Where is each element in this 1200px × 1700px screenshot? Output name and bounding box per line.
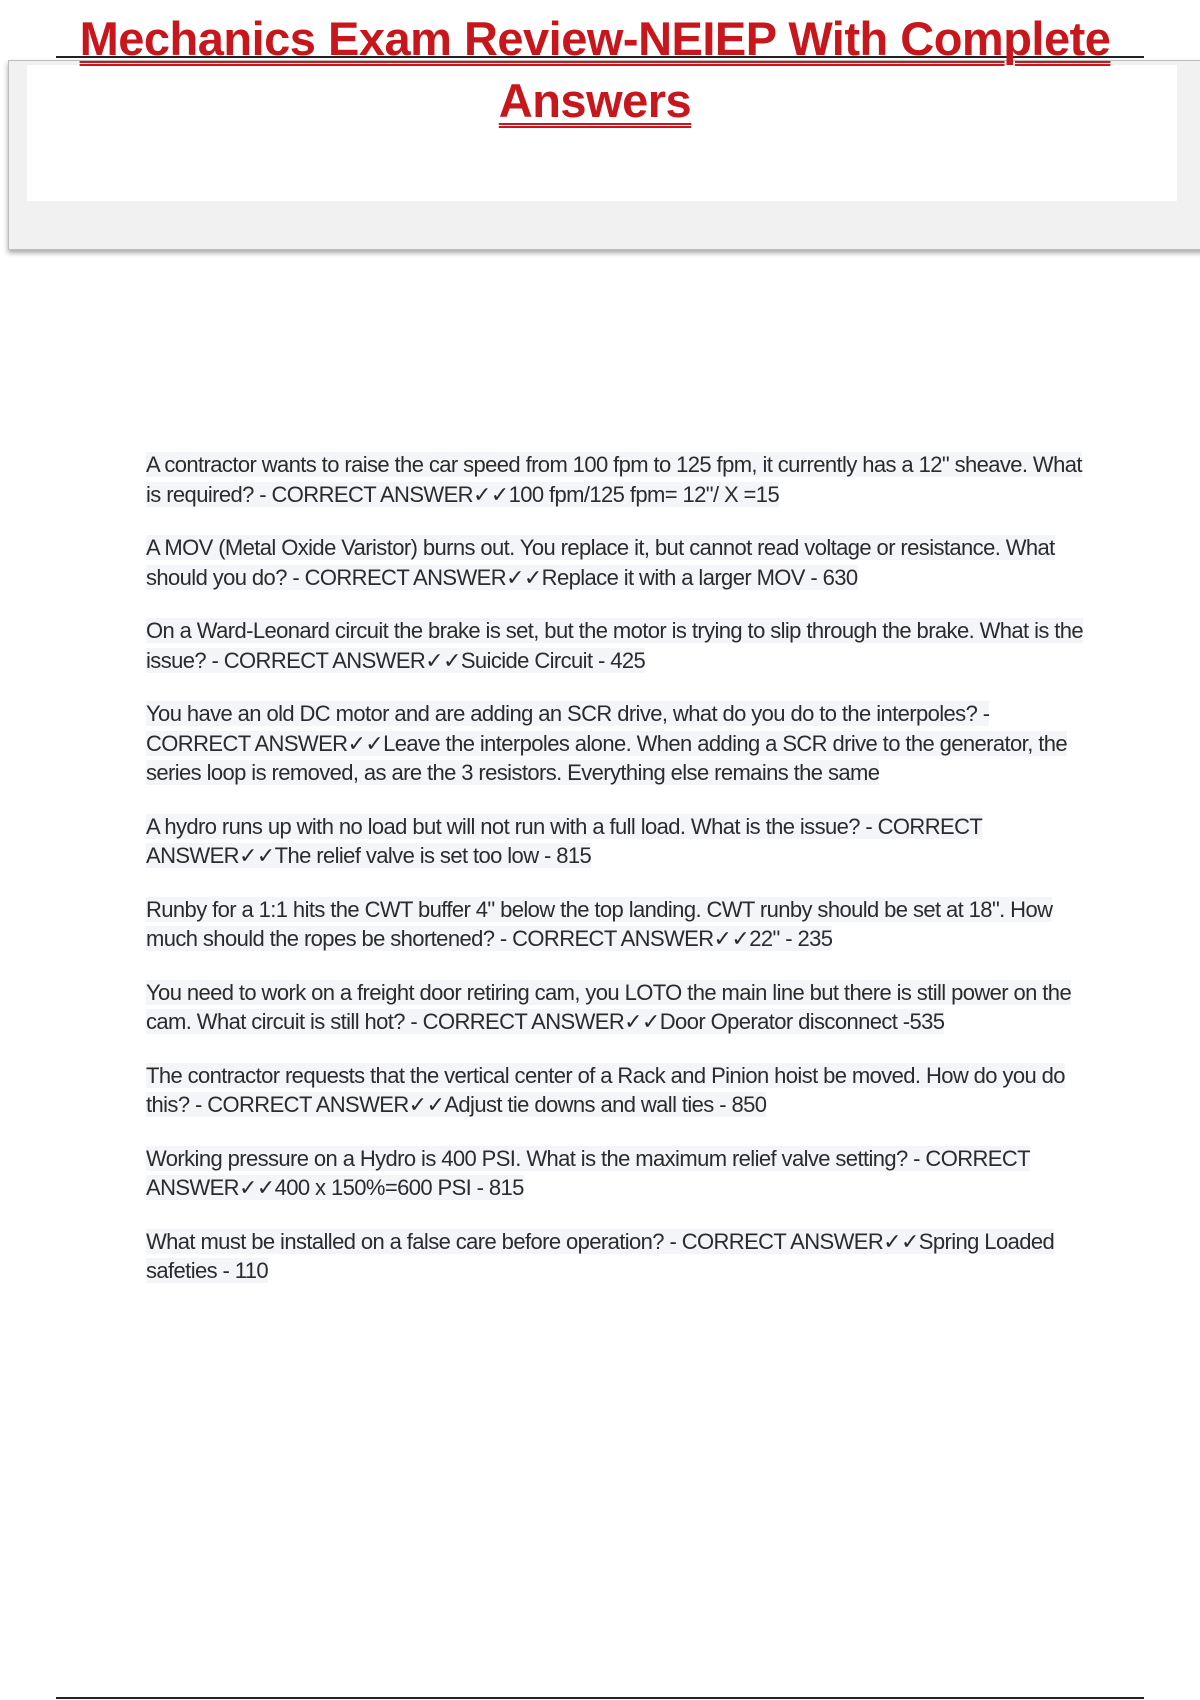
- qa-item: [146, 699, 1092, 788]
- qa-item: [146, 450, 1092, 509]
- qa-text: You need to work on a freight door retiring cam, you LOTO the main line but there is still power on the cam. What circuit is still hot? - CORRECT ANSWER✓✓Door Operator disconnect -535: [146, 979, 1072, 1034]
- qa-text: You have an old DC motor and are adding an SCR drive, what do you do to the interpoles? - CORRECT ANSWER✓✓Leave the interpoles alone. When adding a SCR drive to the generator, the series loop is removed, as are the 3 resistors. Everything else remains the same: [146, 701, 1068, 785]
- qa-item: [146, 616, 1092, 675]
- qa-text: What must be installed on a false care before operation? - CORRECT ANSWER✓✓Spring Loaded safeties - 110: [146, 1228, 1055, 1283]
- qa-item: [146, 533, 1092, 592]
- qa-list: [146, 450, 1092, 1310]
- qa-text: A hydro runs up with no load but will not run with a full load. What is the issue? - CORRECT ANSWER✓✓The relief valve is set too low - 815: [146, 813, 983, 868]
- qa-item: [146, 1227, 1092, 1286]
- qa-item: [146, 1061, 1092, 1120]
- bottom-rule: [56, 1697, 1144, 1699]
- qa-text: The contractor requests that the vertical center of a Rack and Pinion hoist be moved. How do you do this? - CORRECT ANSWER✓✓Adjust tie downs and wall ties - 850: [146, 1062, 1065, 1117]
- qa-item: [146, 1144, 1092, 1203]
- document-title: Mechanics Exam Review-NEIEP With Complete Answers: [79, 12, 1111, 127]
- qa-item: [146, 812, 1092, 871]
- qa-text: On a Ward-Leonard circuit the brake is set, but the motor is trying to slip through the brake. What is the issue? - CORRECT ANSWER✓✓Suicide Circuit - 425: [146, 618, 1084, 673]
- qa-text: Runby for a 1:1 hits the CWT buffer 4" below the top landing. CWT runby should be set at 18". How much should the ropes be shortened? - CORRECT ANSWER✓✓22" - 235: [146, 896, 1053, 951]
- qa-item: [146, 978, 1092, 1037]
- qa-text: A contractor wants to raise the car speed from 100 fpm to 125 fpm, it currently has a 12" sheave. What is required? - CORRECT ANSWER✓✓100 fpm/125 fpm= 12"/ X =15: [146, 452, 1082, 507]
- qa-text: Working pressure on a Hydro is 400 PSI. What is the maximum relief valve setting? - CORRECT ANSWER✓✓400 x 150%=600 PSI - 815: [146, 1145, 1030, 1200]
- qa-text: A MOV (Metal Oxide Varistor) burns out. You replace it, but cannot read voltage or resistance. What should you do? - CORRECT ANSWER✓✓Replace it with a larger MOV - 630: [146, 535, 1055, 590]
- qa-item: [146, 895, 1092, 954]
